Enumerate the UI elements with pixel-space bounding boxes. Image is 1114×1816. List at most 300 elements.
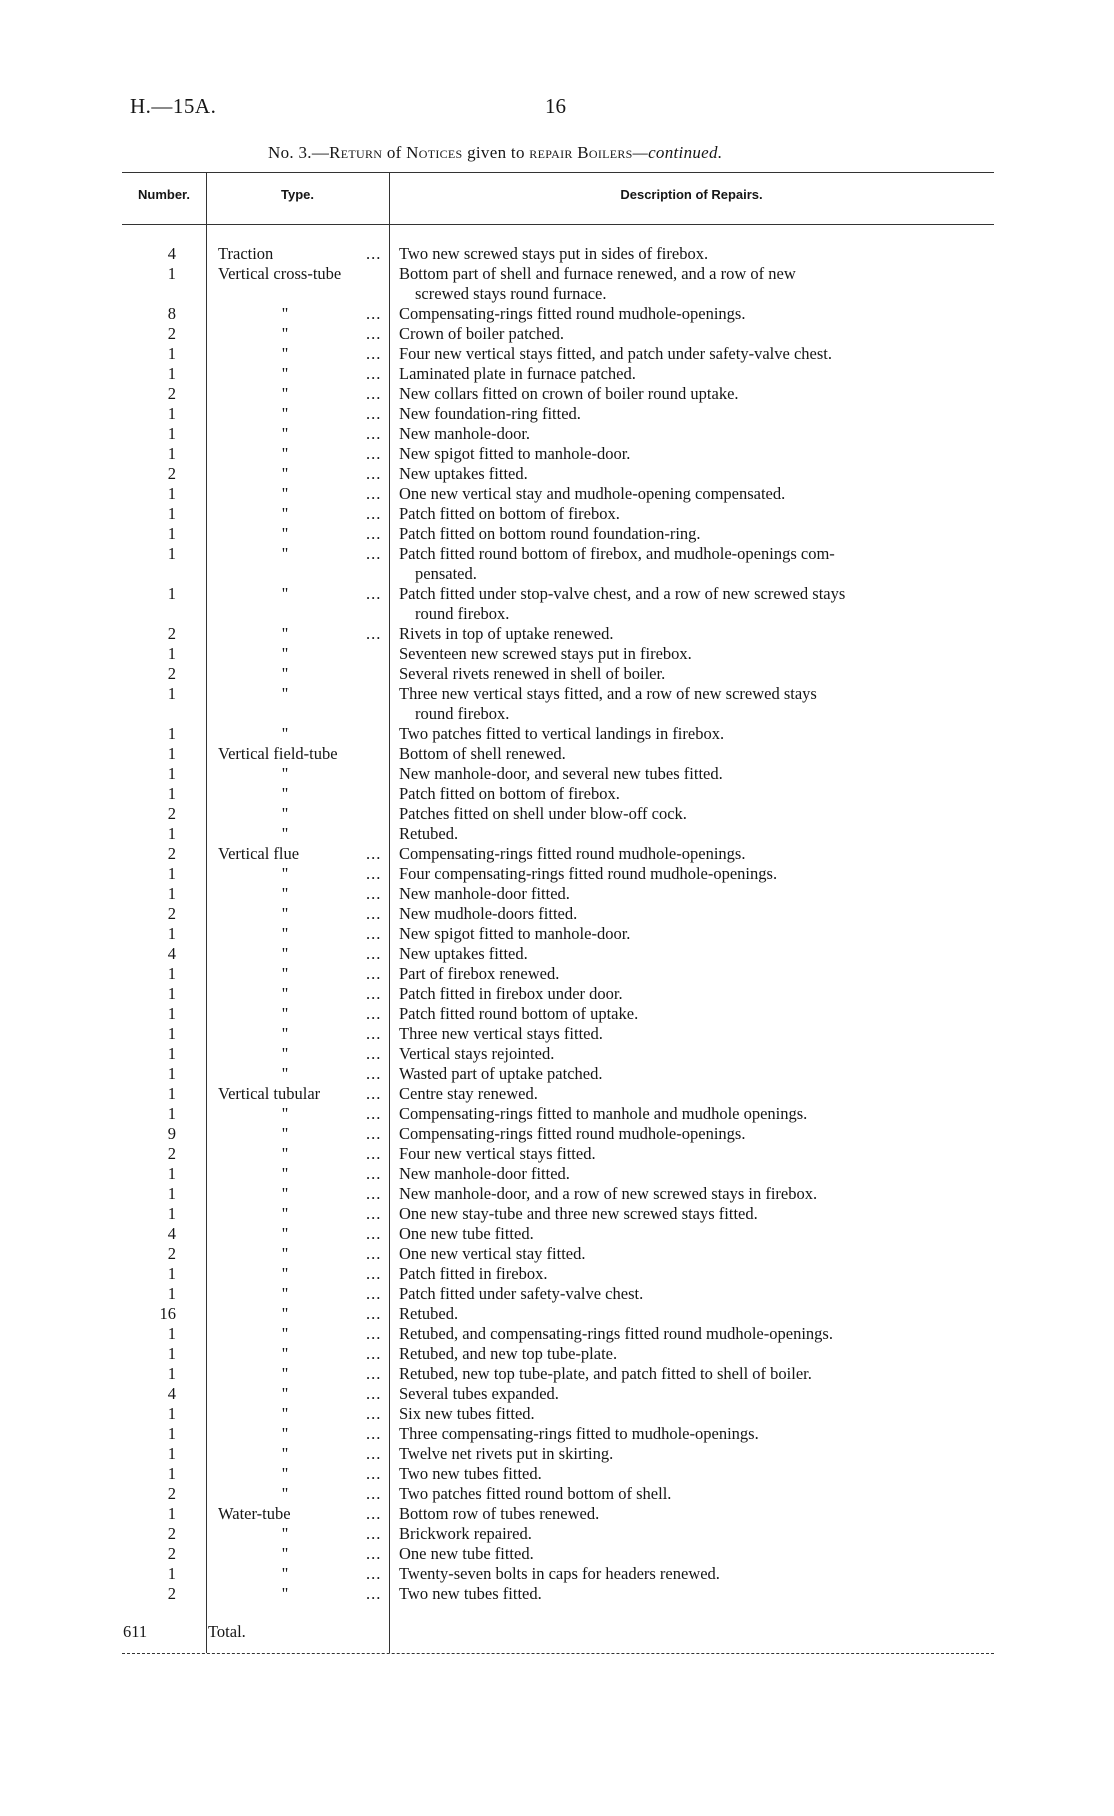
leader-dots: ... bbox=[366, 464, 382, 483]
row-description: New manhole-door, and a row of new screwed stays in firebox. bbox=[399, 1184, 818, 1203]
column-header-number: Number. bbox=[137, 187, 190, 202]
row-number: 8 bbox=[167, 304, 176, 323]
row-type-ditto: " bbox=[281, 764, 289, 783]
header-bottom-rule bbox=[122, 224, 994, 225]
table-row bbox=[0, 584, 1114, 624]
row-number: 1 bbox=[167, 784, 176, 803]
row-number: 1 bbox=[167, 584, 176, 603]
leader-dots: ... bbox=[366, 524, 382, 543]
row-type-ditto: " bbox=[281, 464, 289, 483]
row-type-ditto: " bbox=[281, 524, 289, 543]
table-row bbox=[0, 1304, 1114, 1324]
table-row bbox=[0, 424, 1114, 444]
row-type-ditto: " bbox=[281, 1204, 289, 1223]
leader-dots: ... bbox=[366, 984, 382, 1003]
row-number: 1 bbox=[167, 1104, 176, 1123]
row-description: Patch fitted in firebox. bbox=[399, 1264, 548, 1283]
row-type-ditto: " bbox=[281, 444, 289, 463]
row-number: 1 bbox=[167, 984, 176, 1003]
table-row bbox=[0, 1184, 1114, 1204]
leader-dots: ... bbox=[366, 864, 382, 883]
row-type-ditto: " bbox=[281, 1364, 289, 1383]
leader-dots: ... bbox=[366, 1564, 382, 1583]
row-number: 2 bbox=[167, 1244, 176, 1263]
leader-dots: ... bbox=[366, 1224, 382, 1243]
table-row bbox=[0, 1044, 1114, 1064]
row-description: New spigot fitted to manhole-door. bbox=[399, 444, 631, 463]
row-number: 2 bbox=[167, 324, 176, 343]
row-number: 1 bbox=[167, 264, 176, 283]
leader-dots: ... bbox=[366, 1284, 382, 1303]
table-row bbox=[0, 1124, 1114, 1144]
table-row bbox=[0, 244, 1114, 264]
leader-dots: ... bbox=[366, 1024, 382, 1043]
table-row bbox=[0, 1324, 1114, 1344]
table-row bbox=[0, 804, 1114, 824]
table-row bbox=[0, 1264, 1114, 1284]
row-number: 2 bbox=[167, 664, 176, 683]
row-number: 1 bbox=[167, 884, 176, 903]
row-type-ditto: " bbox=[281, 1324, 289, 1343]
table-row bbox=[0, 1404, 1114, 1424]
table-row bbox=[0, 784, 1114, 804]
table-row bbox=[0, 1084, 1114, 1104]
row-description: Two new tubes fitted. bbox=[399, 1584, 542, 1603]
leader-dots: ... bbox=[366, 1304, 382, 1323]
table-row bbox=[0, 1524, 1114, 1544]
row-type-ditto: " bbox=[281, 504, 289, 523]
leader-dots: ... bbox=[366, 384, 382, 403]
leader-dots: ... bbox=[366, 1264, 382, 1283]
row-description: Patches fitted on shell under blow-off cock. bbox=[399, 804, 687, 823]
row-number: 1 bbox=[167, 924, 176, 943]
row-description: Patch fitted on bottom round foundation-ring. bbox=[399, 524, 701, 543]
row-description: Compensating-rings fitted round mudhole-openings. bbox=[399, 1124, 746, 1143]
row-number: 2 bbox=[167, 384, 176, 403]
row-description: Wasted part of uptake patched. bbox=[399, 1064, 603, 1083]
row-description: round firebox. bbox=[415, 704, 510, 723]
row-description: Four compensating-rings fitted round mudhole-openings. bbox=[399, 864, 778, 883]
row-number: 1 bbox=[167, 1364, 176, 1383]
row-description: Vertical stays rejointed. bbox=[399, 1044, 555, 1063]
row-type-ditto: " bbox=[281, 1144, 289, 1163]
row-number: 1 bbox=[167, 1044, 176, 1063]
row-type-ditto: " bbox=[281, 1304, 289, 1323]
row-description: One new vertical stay and mudhole-opening compensated. bbox=[399, 484, 786, 503]
table-row bbox=[0, 964, 1114, 984]
leader-dots: ... bbox=[366, 364, 382, 383]
row-type-ditto: " bbox=[281, 1564, 289, 1583]
leader-dots: ... bbox=[366, 1364, 382, 1383]
leader-dots: ... bbox=[366, 1144, 382, 1163]
leader-dots: ... bbox=[366, 544, 382, 563]
row-number: 1 bbox=[167, 1444, 176, 1463]
row-number: 2 bbox=[167, 464, 176, 483]
row-description: Patch fitted on bottom of firebox. bbox=[399, 504, 620, 523]
title-return: Return bbox=[329, 143, 383, 162]
row-number: 1 bbox=[167, 1004, 176, 1023]
row-number: 2 bbox=[167, 1584, 176, 1603]
row-type: Traction bbox=[218, 244, 274, 263]
leader-dots: ... bbox=[366, 404, 382, 423]
table-row bbox=[0, 1464, 1114, 1484]
row-type-ditto: " bbox=[281, 1524, 289, 1543]
row-number: 1 bbox=[167, 1424, 176, 1443]
title-notices: Notices bbox=[406, 143, 463, 162]
leader-dots: ... bbox=[366, 1084, 382, 1103]
row-number: 2 bbox=[167, 844, 176, 863]
table-row bbox=[0, 944, 1114, 964]
table-row bbox=[0, 884, 1114, 904]
row-description: Bottom of shell renewed. bbox=[399, 744, 566, 763]
row-type-ditto: " bbox=[281, 824, 289, 843]
row-number: 2 bbox=[167, 904, 176, 923]
row-number: 1 bbox=[167, 1024, 176, 1043]
row-description: New manhole-door fitted. bbox=[399, 884, 570, 903]
row-description: Patch fitted under stop-valve chest, and a row of new screwed stays bbox=[399, 584, 846, 603]
leader-dots: ... bbox=[366, 1524, 382, 1543]
row-number: 1 bbox=[167, 544, 176, 563]
title-boilers: Boilers bbox=[572, 143, 633, 162]
row-number: 2 bbox=[167, 1144, 176, 1163]
table-row bbox=[0, 764, 1114, 784]
leader-dots: ... bbox=[366, 1004, 382, 1023]
row-type-ditto: " bbox=[281, 884, 289, 903]
leader-dots: ... bbox=[366, 844, 382, 863]
row-number: 4 bbox=[167, 944, 176, 963]
total-value: 611 bbox=[123, 1622, 148, 1641]
table-row bbox=[0, 504, 1114, 524]
row-number: 1 bbox=[167, 1184, 176, 1203]
row-type-ditto: " bbox=[281, 984, 289, 1003]
row-number: 1 bbox=[167, 1264, 176, 1283]
row-type-ditto: " bbox=[281, 684, 289, 703]
table-row bbox=[0, 1004, 1114, 1024]
table-row bbox=[0, 624, 1114, 644]
table-row bbox=[0, 404, 1114, 424]
leader-dots: ... bbox=[366, 344, 382, 363]
row-description: screwed stays round furnace. bbox=[415, 284, 607, 303]
table-row bbox=[0, 1504, 1114, 1524]
column-header-type: Type. bbox=[281, 187, 314, 202]
row-type-ditto: " bbox=[281, 424, 289, 443]
row-type-ditto: " bbox=[281, 1464, 289, 1483]
row-description: Compensating-rings fitted round mudhole-openings. bbox=[399, 844, 746, 863]
table-row bbox=[0, 544, 1114, 584]
row-type-ditto: " bbox=[281, 1124, 289, 1143]
table-row bbox=[0, 1064, 1114, 1084]
leader-dots: ... bbox=[366, 1064, 382, 1083]
row-description: pensated. bbox=[415, 564, 477, 583]
row-type-ditto: " bbox=[281, 1544, 289, 1563]
row-type-ditto: " bbox=[281, 1004, 289, 1023]
row-number: 1 bbox=[167, 764, 176, 783]
row-number: 1 bbox=[167, 1284, 176, 1303]
table-row bbox=[0, 1104, 1114, 1124]
leader-dots: ... bbox=[366, 1464, 382, 1483]
row-number: 2 bbox=[167, 1524, 176, 1543]
leader-dots: ... bbox=[366, 584, 382, 603]
row-description: Centre stay renewed. bbox=[399, 1084, 538, 1103]
row-description: Twelve net rivets put in skirting. bbox=[399, 1444, 614, 1463]
row-type-ditto: " bbox=[281, 364, 289, 383]
row-description: New foundation-ring fitted. bbox=[399, 404, 581, 423]
row-description: round firebox. bbox=[415, 604, 510, 623]
row-type-ditto: " bbox=[281, 344, 289, 363]
table-row bbox=[0, 664, 1114, 684]
title-repair: repair bbox=[529, 143, 573, 162]
row-number: 1 bbox=[167, 1344, 176, 1363]
table-row bbox=[0, 644, 1114, 664]
leader-dots: ... bbox=[366, 1244, 382, 1263]
table-row bbox=[0, 1564, 1114, 1584]
leader-dots: ... bbox=[366, 1544, 382, 1563]
row-type-ditto: " bbox=[281, 1284, 289, 1303]
row-number: 1 bbox=[167, 404, 176, 423]
row-number: 1 bbox=[167, 1464, 176, 1483]
row-number: 1 bbox=[167, 484, 176, 503]
row-type-ditto: " bbox=[281, 1404, 289, 1423]
row-type: Vertical tubular bbox=[218, 1084, 321, 1103]
row-number: 1 bbox=[167, 824, 176, 843]
row-description: New manhole-door, and several new tubes fitted. bbox=[399, 764, 723, 783]
table-top-rule bbox=[122, 172, 994, 173]
leader-dots: ... bbox=[366, 1184, 382, 1203]
table-row bbox=[0, 824, 1114, 844]
row-type-ditto: " bbox=[281, 1224, 289, 1243]
row-description: Bottom row of tubes renewed. bbox=[399, 1504, 600, 1523]
row-description: Part of firebox renewed. bbox=[399, 964, 560, 983]
row-type-ditto: " bbox=[281, 1484, 289, 1503]
leader-dots: ... bbox=[366, 424, 382, 443]
row-description: Retubed. bbox=[399, 1304, 459, 1323]
row-number: 1 bbox=[167, 744, 176, 763]
row-description: Two patches fitted round bottom of shell. bbox=[399, 1484, 672, 1503]
leader-dots: ... bbox=[366, 1124, 382, 1143]
leader-dots: ... bbox=[366, 484, 382, 503]
row-description: Retubed, and new top tube-plate. bbox=[399, 1344, 618, 1363]
row-number: 1 bbox=[167, 524, 176, 543]
row-number: 16 bbox=[159, 1304, 176, 1323]
leader-dots: ... bbox=[366, 904, 382, 923]
row-type-ditto: " bbox=[281, 404, 289, 423]
row-description: New collars fitted on crown of boiler round uptake. bbox=[399, 384, 739, 403]
table-row bbox=[0, 384, 1114, 404]
leader-dots: ... bbox=[366, 944, 382, 963]
row-number: 1 bbox=[167, 364, 176, 383]
row-type-ditto: " bbox=[281, 964, 289, 983]
row-description: Patch fitted on bottom of firebox. bbox=[399, 784, 620, 803]
table-row bbox=[0, 864, 1114, 884]
row-description: One new stay-tube and three new screwed stays fitted. bbox=[399, 1204, 758, 1223]
table-row bbox=[0, 1204, 1114, 1224]
row-type-ditto: " bbox=[281, 1064, 289, 1083]
table-row bbox=[0, 924, 1114, 944]
row-number: 1 bbox=[167, 424, 176, 443]
row-type-ditto: " bbox=[281, 584, 289, 603]
row-description: Six new tubes fitted. bbox=[399, 1404, 535, 1423]
row-number: 1 bbox=[167, 724, 176, 743]
row-number: 2 bbox=[167, 1484, 176, 1503]
leader-dots: ... bbox=[366, 624, 382, 643]
row-description: Patch fitted under safety-valve chest. bbox=[399, 1284, 644, 1303]
row-number: 1 bbox=[167, 1404, 176, 1423]
row-type-ditto: " bbox=[281, 944, 289, 963]
row-description: New spigot fitted to manhole-door. bbox=[399, 924, 631, 943]
row-type-ditto: " bbox=[281, 484, 289, 503]
table-row bbox=[0, 304, 1114, 324]
row-type-ditto: " bbox=[281, 1444, 289, 1463]
row-description: Two new tubes fitted. bbox=[399, 1464, 542, 1483]
table-row bbox=[0, 1224, 1114, 1244]
leader-dots: ... bbox=[366, 504, 382, 523]
row-number: 1 bbox=[167, 684, 176, 703]
row-type-ditto: " bbox=[281, 1584, 289, 1603]
row-number: 1 bbox=[167, 644, 176, 663]
row-description: Retubed. bbox=[399, 824, 459, 843]
row-number: 1 bbox=[167, 504, 176, 523]
table-row bbox=[0, 1584, 1114, 1604]
row-number: 1 bbox=[167, 1324, 176, 1343]
title-of: of bbox=[382, 143, 407, 162]
row-type-ditto: " bbox=[281, 624, 289, 643]
table-row bbox=[0, 1484, 1114, 1504]
row-description: Four new vertical stays fitted. bbox=[399, 1144, 596, 1163]
row-description: Compensating-rings fitted round mudhole-openings. bbox=[399, 304, 746, 323]
leader-dots: ... bbox=[366, 444, 382, 463]
table-bottom-rule bbox=[122, 1653, 994, 1654]
row-description: Seventeen new screwed stays put in firebox. bbox=[399, 644, 692, 663]
leader-dots: ... bbox=[366, 1164, 382, 1183]
table-row bbox=[0, 1424, 1114, 1444]
row-description: Retubed, new top tube-plate, and patch fitted to shell of boiler. bbox=[399, 1364, 812, 1383]
table-row bbox=[0, 1164, 1114, 1184]
table-row bbox=[0, 1344, 1114, 1364]
page-number: 16 bbox=[545, 94, 566, 118]
row-description: Several tubes expanded. bbox=[399, 1384, 559, 1403]
table-row bbox=[0, 524, 1114, 544]
row-number: 1 bbox=[167, 344, 176, 363]
row-description: Three new vertical stays fitted. bbox=[399, 1024, 603, 1043]
leader-dots: ... bbox=[366, 1484, 382, 1503]
leader-dots: ... bbox=[366, 1404, 382, 1423]
title-given: given to bbox=[462, 143, 530, 162]
title-no: No. 3.— bbox=[268, 143, 330, 162]
row-type-ditto: " bbox=[281, 864, 289, 883]
table-row bbox=[0, 444, 1114, 464]
row-number: 1 bbox=[167, 1164, 176, 1183]
table-row bbox=[0, 344, 1114, 364]
table-row bbox=[0, 684, 1114, 724]
table-row bbox=[0, 1444, 1114, 1464]
row-number: 2 bbox=[167, 624, 176, 643]
row-type-ditto: " bbox=[281, 1424, 289, 1443]
row-type-ditto: " bbox=[281, 1044, 289, 1063]
row-number: 1 bbox=[167, 1564, 176, 1583]
row-description: One new tube fitted. bbox=[399, 1224, 534, 1243]
leader-dots: ... bbox=[366, 1044, 382, 1063]
table-row bbox=[0, 1144, 1114, 1164]
row-description: Bottom part of shell and furnace renewed, and a row of new bbox=[399, 264, 796, 283]
row-description: Three compensating-rings fitted to mudhole-openings. bbox=[399, 1424, 759, 1443]
row-number: 1 bbox=[167, 1084, 176, 1103]
table-row bbox=[0, 1364, 1114, 1384]
table-row bbox=[0, 984, 1114, 1004]
row-description: Compensating-rings fitted to manhole and mudhole openings. bbox=[399, 1104, 808, 1123]
table-row bbox=[0, 264, 1114, 304]
row-type-ditto: " bbox=[281, 664, 289, 683]
leader-dots: ... bbox=[366, 1444, 382, 1463]
table-row bbox=[0, 724, 1114, 744]
row-number: 1 bbox=[167, 1504, 176, 1523]
column-header-description: Description of Repairs. bbox=[620, 187, 763, 202]
row-type: Vertical cross-tube bbox=[218, 264, 342, 283]
row-type: Vertical flue bbox=[218, 844, 300, 863]
row-description: New uptakes fitted. bbox=[399, 464, 528, 483]
row-type: Vertical field-tube bbox=[218, 744, 338, 763]
leader-dots: ... bbox=[366, 1504, 382, 1523]
table-row bbox=[0, 904, 1114, 924]
row-type-ditto: " bbox=[281, 1244, 289, 1263]
row-description: Retubed, and compensating-rings fitted round mudhole-openings. bbox=[399, 1324, 833, 1343]
row-description: Four new vertical stays fitted, and patch under safety-valve chest. bbox=[399, 344, 832, 363]
leader-dots: ... bbox=[366, 924, 382, 943]
row-description: Patch fitted round bottom of uptake. bbox=[399, 1004, 639, 1023]
row-type-ditto: " bbox=[281, 1264, 289, 1283]
row-type-ditto: " bbox=[281, 644, 289, 663]
row-type-ditto: " bbox=[281, 1164, 289, 1183]
row-type-ditto: " bbox=[281, 1184, 289, 1203]
row-type: Water-tube bbox=[218, 1504, 291, 1523]
row-description: New mudhole-doors fitted. bbox=[399, 904, 578, 923]
row-type-ditto: " bbox=[281, 1024, 289, 1043]
row-description: Twenty-seven bolts in caps for headers renewed. bbox=[399, 1564, 720, 1583]
leader-dots: ... bbox=[366, 1424, 382, 1443]
row-type-ditto: " bbox=[281, 784, 289, 803]
leader-dots: ... bbox=[366, 244, 382, 263]
row-description: Rivets in top of uptake renewed. bbox=[399, 624, 614, 643]
row-description: Two patches fitted to vertical landings in firebox. bbox=[399, 724, 725, 743]
row-type-ditto: " bbox=[281, 724, 289, 743]
leader-dots: ... bbox=[366, 884, 382, 903]
leader-dots: ... bbox=[366, 304, 382, 323]
row-description: Patch fitted in firebox under door. bbox=[399, 984, 623, 1003]
row-description: One new tube fitted. bbox=[399, 1544, 534, 1563]
row-type-ditto: " bbox=[281, 384, 289, 403]
table-row bbox=[0, 1284, 1114, 1304]
leader-dots: ... bbox=[366, 324, 382, 343]
row-description: New manhole-door. bbox=[399, 424, 531, 443]
leader-dots: ... bbox=[366, 964, 382, 983]
leader-dots: ... bbox=[366, 1384, 382, 1403]
row-description: Brickwork repaired. bbox=[399, 1524, 532, 1543]
row-number: 2 bbox=[167, 804, 176, 823]
row-description: Laminated plate in furnace patched. bbox=[399, 364, 636, 383]
row-description: Two new screwed stays put in sides of firebox. bbox=[399, 244, 709, 263]
table-row bbox=[0, 484, 1114, 504]
row-number: 1 bbox=[167, 1064, 176, 1083]
row-number: 2 bbox=[167, 1544, 176, 1563]
row-type-ditto: " bbox=[281, 804, 289, 823]
leader-dots: ... bbox=[366, 1344, 382, 1363]
row-number: 1 bbox=[167, 1204, 176, 1223]
row-number: 1 bbox=[167, 864, 176, 883]
row-type-ditto: " bbox=[281, 1104, 289, 1123]
row-type-ditto: " bbox=[281, 1344, 289, 1363]
row-description: New manhole-door fitted. bbox=[399, 1164, 570, 1183]
row-type-ditto: " bbox=[281, 304, 289, 323]
row-description: One new vertical stay fitted. bbox=[399, 1244, 586, 1263]
